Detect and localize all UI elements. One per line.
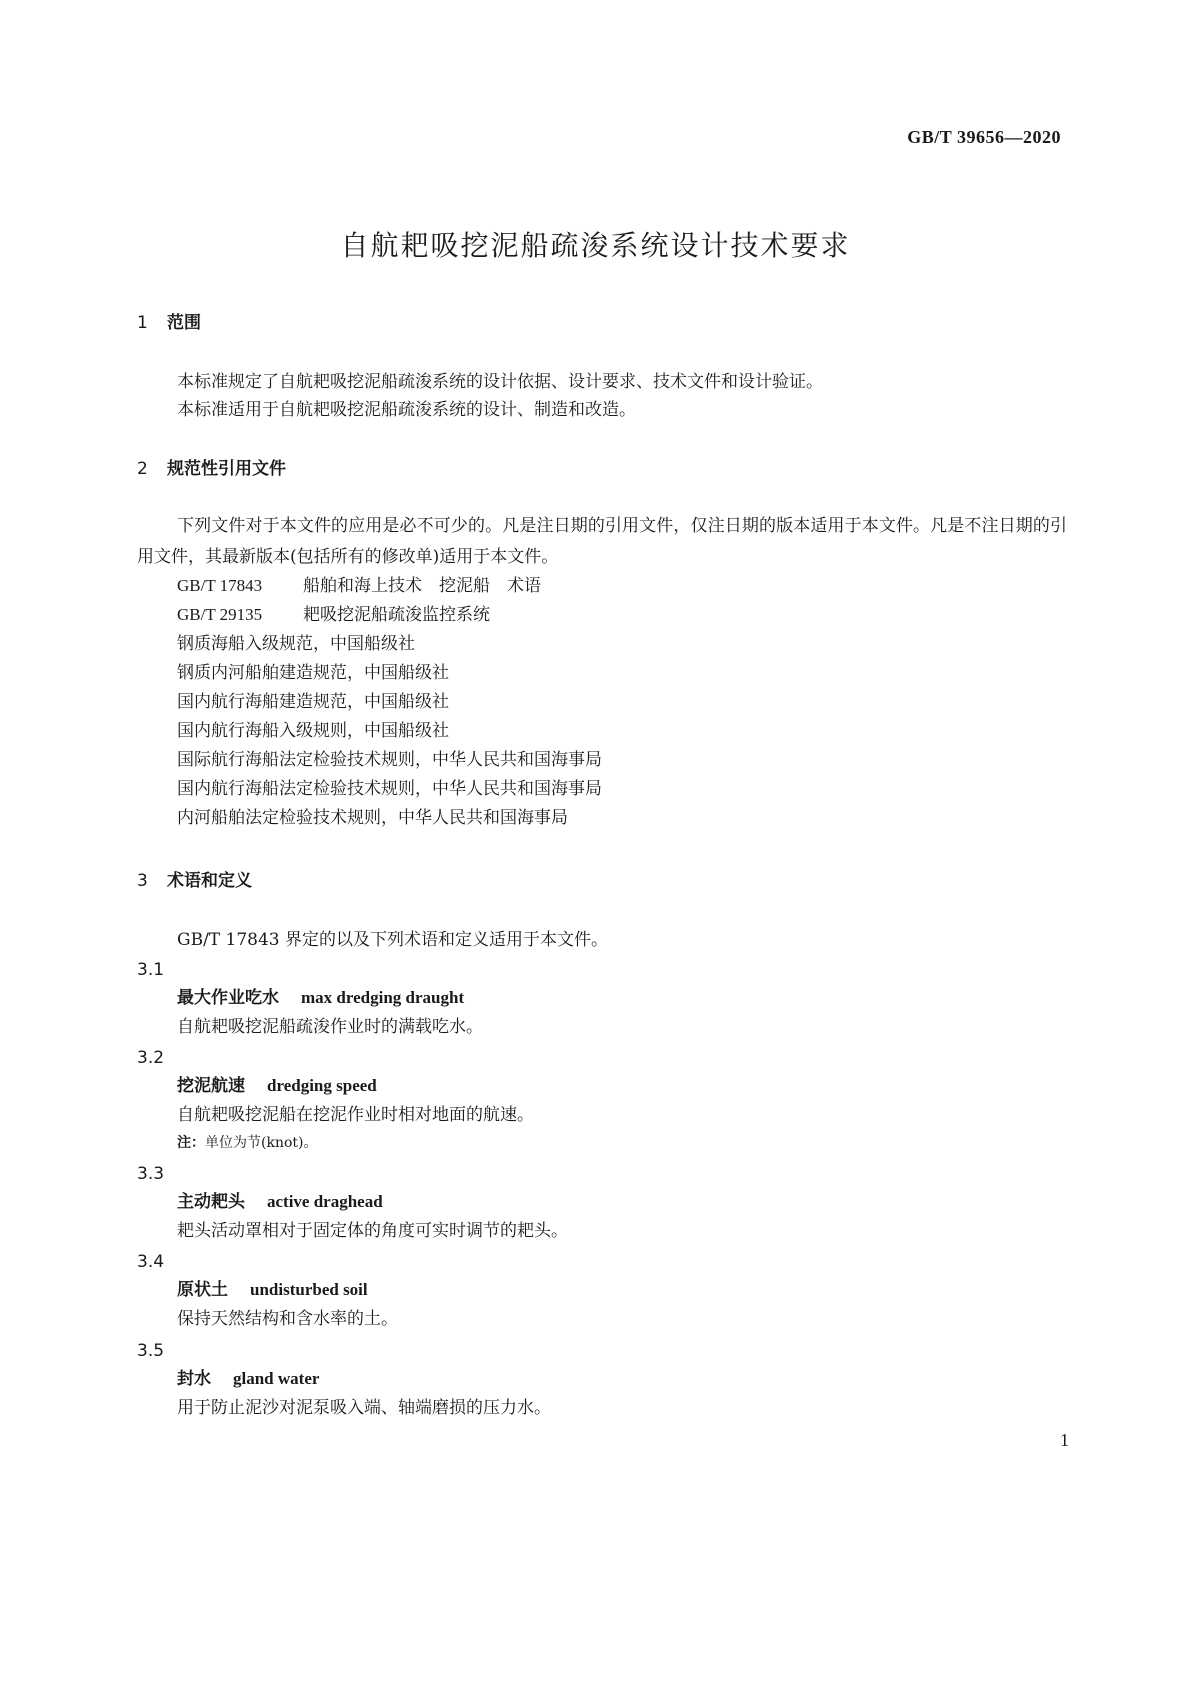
section-2-heading — [137, 457, 286, 481]
section-title: 规范性引用文件 — [167, 459, 286, 479]
term-heading — [177, 1367, 319, 1391]
term-en: gland water — [233, 1369, 320, 1388]
term-heading — [177, 1074, 377, 1098]
term-heading — [177, 1190, 383, 1214]
term-definition: 自航耙吸挖泥船疏浚作业时的满载吃水。 — [177, 1017, 483, 1037]
section-number: 1 — [137, 313, 148, 333]
section-number: 2 — [137, 459, 148, 479]
reference-item: 国内航行海船法定检验技术规则，中华人民共和国海事局 — [177, 779, 602, 799]
term-definition: 保持天然结构和含水率的土。 — [177, 1309, 398, 1329]
paragraph: 本标准规定了自航耙吸挖泥船疏浚系统的设计依据、设计要求、技术文件和设计验证。 — [177, 372, 823, 392]
term-note — [177, 1133, 317, 1153]
term-en: max dredging draught — [301, 988, 465, 1007]
term-zh: 主动耙头 — [177, 1192, 245, 1212]
note-text: 单位为节(knot)。 — [205, 1135, 318, 1151]
term-number: 3.1 — [137, 960, 165, 980]
term-en: active draghead — [267, 1192, 383, 1211]
section-number: 3 — [137, 871, 148, 891]
section-1-heading — [137, 311, 201, 335]
reference-item — [177, 603, 490, 627]
term-zh: 原状土 — [177, 1280, 228, 1300]
term-zh: 最大作业吃水 — [177, 988, 279, 1008]
reference-item — [177, 574, 541, 598]
term-zh: 封水 — [177, 1369, 211, 1389]
term-heading — [177, 986, 464, 1010]
paragraph: 本标准适用于自航耙吸挖泥船疏浚系统的设计、制造和改造。 — [177, 400, 636, 420]
reference-item: 内河船舶法定检验技术规则，中华人民共和国海事局 — [177, 808, 568, 828]
term-definition: 耙头活动罩相对于固定体的角度可实时调节的耙头。 — [177, 1221, 568, 1241]
term-definition: 用于防止泥沙对泥泵吸入端、轴端磨损的压力水。 — [177, 1398, 551, 1418]
term-zh: 挖泥航速 — [177, 1076, 245, 1096]
note-label: 注： — [177, 1135, 205, 1151]
reference-title: 耙吸挖泥船疏浚监控系统 — [303, 605, 490, 625]
page-number: 1 — [1060, 1430, 1069, 1450]
reference-code: GB/T 17843 — [177, 576, 263, 595]
term-number: 3.3 — [137, 1164, 165, 1184]
reference-item: 国内航行海船建造规范，中国船级社 — [177, 692, 449, 712]
reference-code: GB/T 29135 — [177, 605, 263, 624]
paragraph: GB/T 17843 界定的以及下列术语和定义适用于本文件。 — [177, 930, 609, 950]
section-title: 范围 — [167, 313, 201, 333]
term-number: 3.4 — [137, 1252, 165, 1272]
reference-item: 国内航行海船入级规则，中国船级社 — [177, 721, 449, 741]
document-title: 自航耙吸挖泥船疏浚系统设计技术要求 — [340, 229, 851, 262]
term-number: 3.2 — [137, 1048, 165, 1068]
term-number: 3.5 — [137, 1341, 165, 1361]
paragraph: 下列文件对于本文件的应用是必不可少的。凡是注日期的引用文件，仅注日期的版本适用于本文件。凡是不注日期的引用文件，其最新版本(包括所有的修改单)适用于本文件。 — [137, 516, 1067, 567]
reference-item: 钢质内河船舶建造规范，中国船级社 — [177, 663, 449, 683]
section-3-heading — [137, 869, 252, 893]
reference-title: 船舶和海上技术 挖泥船 术语 — [303, 576, 541, 596]
document-code: GB/T 39656—2020 — [907, 127, 1061, 147]
section-title: 术语和定义 — [167, 871, 252, 891]
term-en: undisturbed soil — [250, 1280, 368, 1299]
term-definition: 自航耙吸挖泥船在挖泥作业时相对地面的航速。 — [177, 1105, 534, 1125]
reference-item: 钢质海船入级规范，中国船级社 — [177, 634, 415, 654]
reference-item: 国际航行海船法定检验技术规则，中华人民共和国海事局 — [177, 750, 602, 770]
term-en: dredging speed — [267, 1076, 377, 1095]
term-heading — [177, 1278, 368, 1302]
